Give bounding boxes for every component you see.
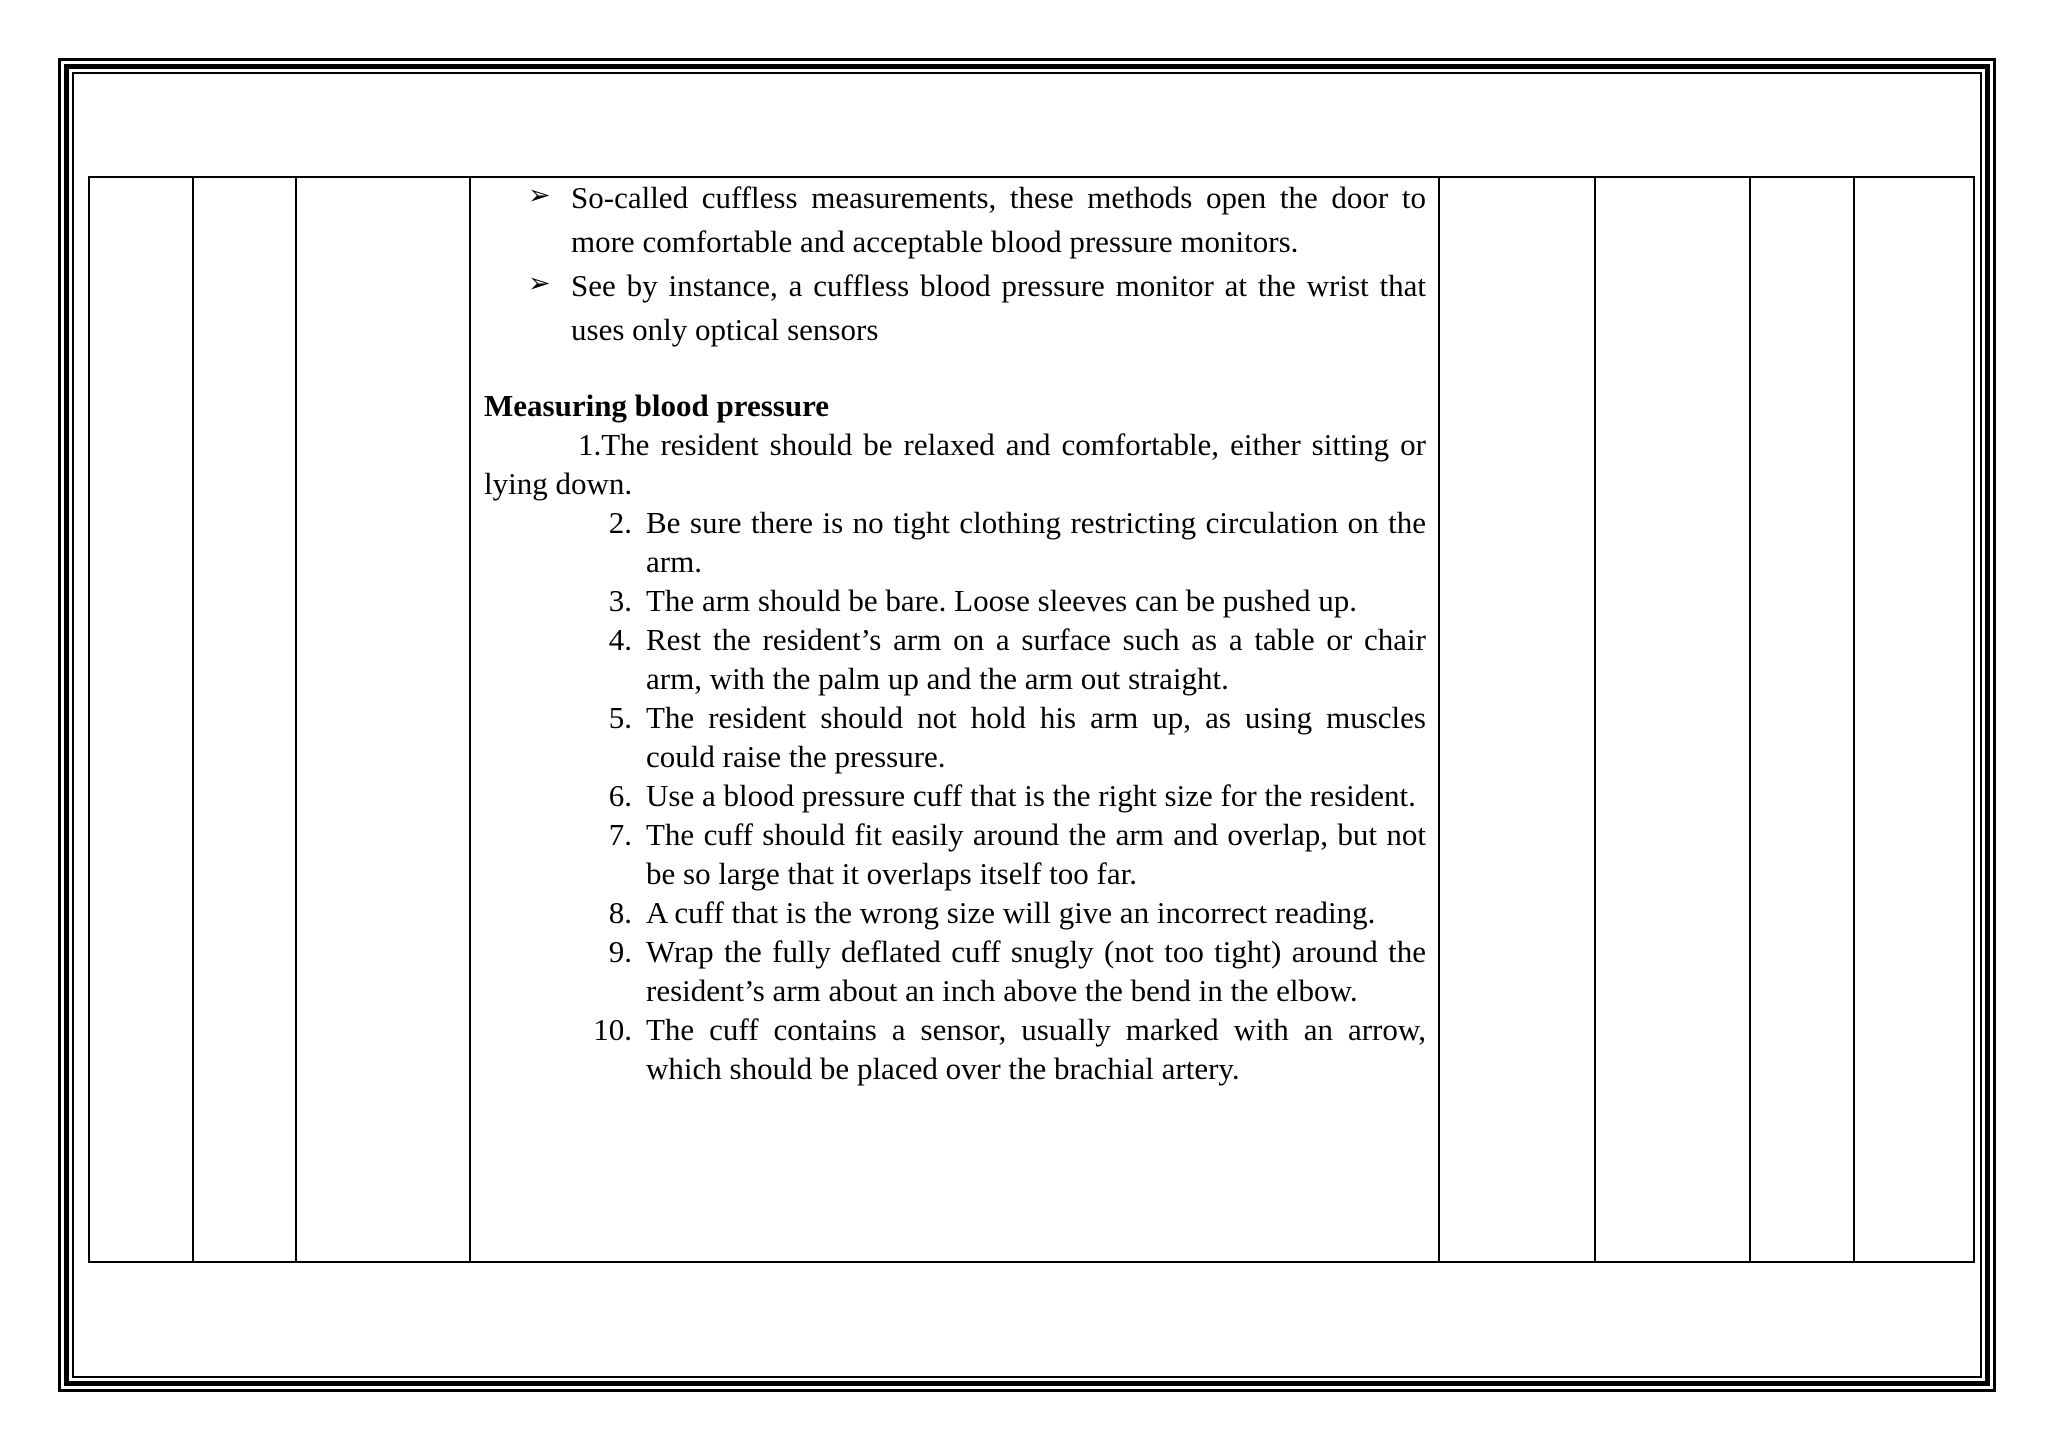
- list-number: 10.: [593, 1012, 632, 1047]
- bullet-item: [528, 176, 1426, 264]
- list-item: [584, 893, 1426, 932]
- list-number: 6.: [608, 778, 632, 813]
- list-text: The cuff should fit easily around the arm and overlap, but not be so large that it overlaps itself too far.: [646, 817, 1426, 891]
- list-number: 3.: [608, 583, 632, 618]
- list-item: [584, 1010, 1426, 1088]
- list-text: Rest the resident’s arm on a surface such as a table or chair arm, with the palm up and the arm out straight.: [646, 622, 1426, 696]
- list-item: [584, 698, 1426, 776]
- table-column-divider: [1438, 176, 1440, 1263]
- list-text: Use a blood pressure cuff that is the right size for the resident.: [646, 778, 1416, 813]
- arrow-bullet-icon: ➢: [528, 180, 551, 211]
- list-text: Wrap the fully deflated cuff snugly (not too tight) around the resident’s arm about an inch above the bend in the elbow.: [646, 934, 1426, 1008]
- list-item-1: 1.The resident should be relaxed and comfortable, either sitting or lying down.: [484, 427, 1426, 501]
- table-column-divider: [1853, 176, 1855, 1263]
- list-text: The cuff contains a sensor, usually marked with an arrow, which should be placed over the brachial artery.: [646, 1012, 1426, 1086]
- list-item: [584, 776, 1426, 815]
- content-cell: [484, 176, 1426, 1088]
- list-number: 9.: [608, 934, 632, 969]
- list-number: 8.: [608, 895, 632, 930]
- list-text: Be sure there is no tight clothing restricting circulation on the arm.: [646, 505, 1426, 579]
- section-heading: Measuring blood pressure: [484, 388, 830, 423]
- table-column-divider: [469, 176, 471, 1263]
- bullet-text: So-called cuffless measurements, these methods open the door to more comfortable and acceptable blood pressure monitors.: [571, 180, 1426, 259]
- bullet-text: See by instance, a cuffless blood pressure monitor at the wrist that uses only optical sensors: [571, 268, 1426, 347]
- list-number: 5.: [608, 700, 632, 735]
- list-text: The arm should be bare. Loose sleeves can be pushed up.: [646, 583, 1358, 618]
- table-column-divider: [192, 176, 194, 1263]
- table-column-divider: [1594, 176, 1596, 1263]
- list-text: The resident should not hold his arm up, as using muscles could raise the pressure.: [646, 700, 1426, 774]
- table-column-divider: [1749, 176, 1751, 1263]
- list-item: [584, 503, 1426, 581]
- list-item: [584, 932, 1426, 1010]
- list-text: A cuff that is the wrong size will give an incorrect reading.: [646, 895, 1376, 930]
- table-column-divider: [295, 176, 297, 1263]
- bullet-item: [528, 264, 1426, 352]
- list-item: [584, 815, 1426, 893]
- list-number: 4.: [608, 622, 632, 657]
- list-number: 7.: [608, 817, 632, 852]
- list-number: 2.: [608, 505, 632, 540]
- list-item: [584, 581, 1426, 620]
- list-item: [584, 620, 1426, 698]
- arrow-bullet-icon: ➢: [528, 268, 551, 299]
